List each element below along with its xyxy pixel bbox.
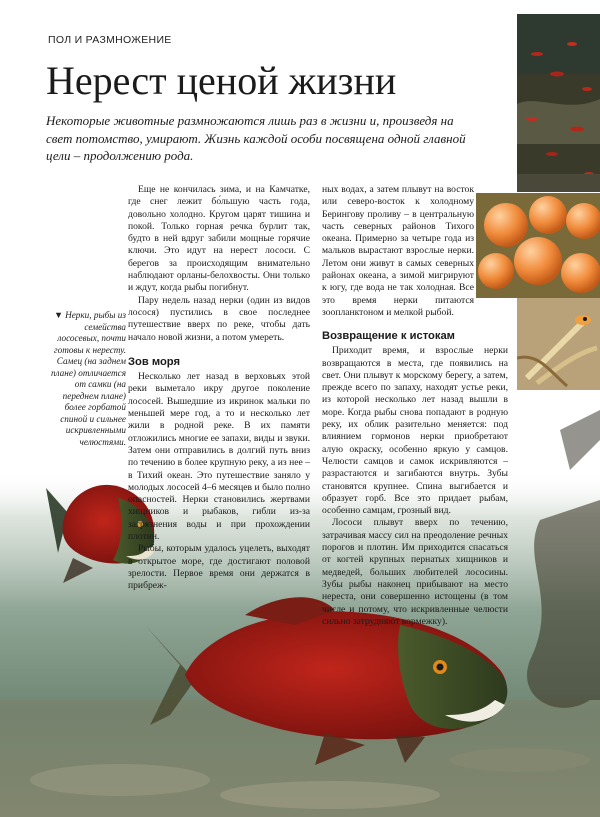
lead-paragraph: Некоторые животные размножаются лишь раз в жизни и, произведя на свет потомство, умирают. Жизнь каждой особи посвящена одной главной цели – продолжению рода.	[46, 113, 466, 163]
caption-text: Нерки, рыбы из семейства лососевых, почти готовы к нересту. Самец (на заднем плане) отличается от самки (на переднем плане) более горбатой спиной и сильнее искривленными челюстями.	[50, 310, 126, 447]
caption-marker-icon: ▼	[53, 310, 64, 320]
text-column-3	[322, 324, 508, 628]
paragraph: Еще не кончилась зима, и на Камчатке, где снег лежит бо́льшую часть года, довольно холодно. Кругом царят тишина и покой. Только горная речка бурлит так, будто в ней вдруг забили мощные горячие ключи. Это идут на нерест лососи. С берегов за происходящим внимательно наблюдают орланы-белохвосты. Они только и ждут, когда рыбы погибнут.	[128, 184, 310, 294]
section-heading: Зов моря	[128, 355, 181, 368]
paragraph: Приходит время, и взрослые нерки возвращаются в места, где появились на свет. Они плывут к морскому берегу, а затем, прежде всего по запаху, находят устье реки, из которой несколько лет назад вышли в море. Когда рыбы снова попадают в родную реку, их облик разительно меняется: под влиянием гормонов нерки приобретают алую окраску, особенно яркую у самцов. Челюсти самцов и самок искривляются – разрастаются и загибаются внутрь. Зубы становятся крупнее. Спина выгибается и образует горб. Все это придает рыбам, особенно самцам, грозный вид.	[322, 345, 508, 517]
paragraph: Несколько лет назад в верховьях этой реки выметало икру другое поколение лососей. Вышедшие из икринок мальки по меньшей мере год, а то и несколько лет жили в родной реке. В их памяти отложились многие ее запахи, виды и звуки. Затем они отправились в долгий путь вниз по течению в более крупную реку, а из нее – в Тихий океан. Это путешествие заняло у молодых лососей 4–6 месяцев и было полно опасностей. Нерки становились жертвами хищников и рыбаков, гибли из-за загрязнения воды и при прохождении плотин.	[128, 371, 310, 543]
river-photo	[517, 14, 600, 192]
paragraph: Рыбы, которым удалось уцелеть, выходят в открытое море, где достигают половой зрелости. Первое время они держатся в прибреж-	[128, 543, 310, 592]
paragraph: Лососи плывут вверх по течению, затрачивая массу сил на преодоление речных порогов и плотин. Им приходится спасаться от когтей крупных пернатых хищников и медведей, больших любителей лососины. Зубы рыбы наконец прибывают на место нереста, они совершенно истощены (в том числе и потому, что искривленные челюсти сильно затрудняют кормежку).	[322, 517, 508, 627]
text-column-1	[128, 184, 310, 593]
photo-caption	[48, 310, 126, 448]
page-title: Нерест ценой жизни	[46, 58, 397, 103]
eggs-photo	[476, 193, 600, 298]
section-heading: Возвращение к истокам	[322, 330, 455, 342]
text-column-2	[322, 184, 474, 319]
fry-photo	[517, 298, 600, 390]
paragraph: ных водах, а затем плывут на восток или северо-восток к холодному Берингову проливу – в центральную часть северных районов Тихого океана. Примерно за четыре года из мальков вырастают взрослые нерки. Летом они живут в самых северных районах океана, а зимой мигрируют к югу, где вода не так холодная. Все это время нерки питаются зоопланктоном и мелкой рыбой.	[322, 184, 474, 318]
section-label: ПОЛ И РАЗМНОЖЕНИЕ	[48, 34, 172, 46]
paragraph: Пару недель назад нерки (один из видов лосося) пустились в свое последнее путешествие вверх по реке, чтобы дать начало новой жизни, а потом умереть.	[128, 294, 310, 343]
